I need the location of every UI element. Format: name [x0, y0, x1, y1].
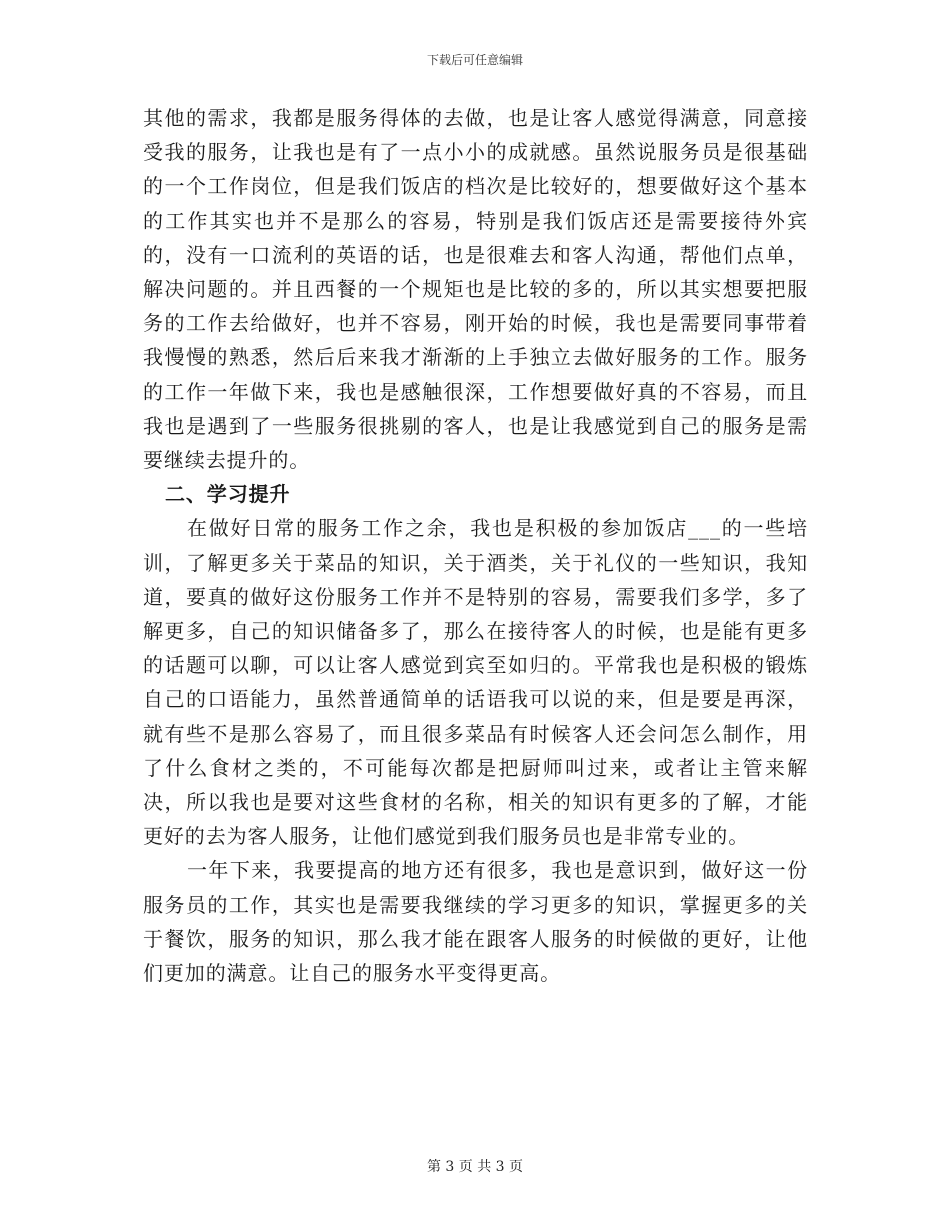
- section-heading: 二、学习提升: [165, 482, 291, 507]
- page-footer: 第 3 页 共 3 页: [426, 1159, 524, 1175]
- paragraph-conclusion: 一年下来，我要提高的地方还有很多，我也是意识到，做好这一份服务员的工作，其实也是需要我继续的学习更多的知识，掌握更多的关于餐饮，服务的知识，那么我才能在跟客人服务的时候做的更好，让他们更加的满意。让自己的服务水平变得更高。: [143, 858, 808, 986]
- paragraph-study: 在做好日常的服务工作之余，我也是积极的参加饭店___的一些培训，了解更多关于菜品的知识，关于酒类，关于礼仪的一些知识，我知道，要真的做好这份服务工作并不是特别的容易，需要我们多学，多了解更多，自己的知识储备多了，那么在接待客人的时候，也是能有更多的话题可以聊，可以让客人感觉到宾至如归的。平常我也是积极的锻炼自己的口语能力，虽然普通简单的话语我可以说的来，但是要是再深，就有些不是那么容易了，而且很多菜品有时候客人还会问怎么制作，用了什么食材之类的，不可能每次都是把厨师叫过来，或者让主管来解决，所以我也是要对这些食材的名称，相关的知识有更多的了解，才能更好的去为客人服务，让他们感觉到我们服务员也是非常专业的。: [143, 516, 808, 849]
- page-header: 下载后可任意编辑: [426, 53, 523, 67]
- paragraph-continued: 其他的需求，我都是服务得体的去做，也是让客人感觉得满意，同意接受我的服务，让我也是有了一点小小的成就感。虽然说服务员是很基础的一个工作岗位，但是我们饭店的档次是比较好的，想要做好这个基本的工作其实也并不是那么的容易，特别是我们饭店还是需要接待外宾的，没有一口流利的英语的话，也是很难去和客人沟通，帮他们点单，解决问题的。并且西餐的一个规矩也是比较的多的，所以其实想要把服务的工作去给做好，也并不容易，刚开始的时候，我也是需要同事带着我慢慢的熟悉，然后后来我才渐渐的上手独立去做好服务的工作。服务的工作一年做下来，我也是感触很深，工作想要做好真的不容易，而且我也是遇到了一些服务很挑剔的客人，也是让我感觉到自己的服务是需要继续去提升的。: [143, 106, 808, 473]
- document-body: [143, 101, 808, 990]
